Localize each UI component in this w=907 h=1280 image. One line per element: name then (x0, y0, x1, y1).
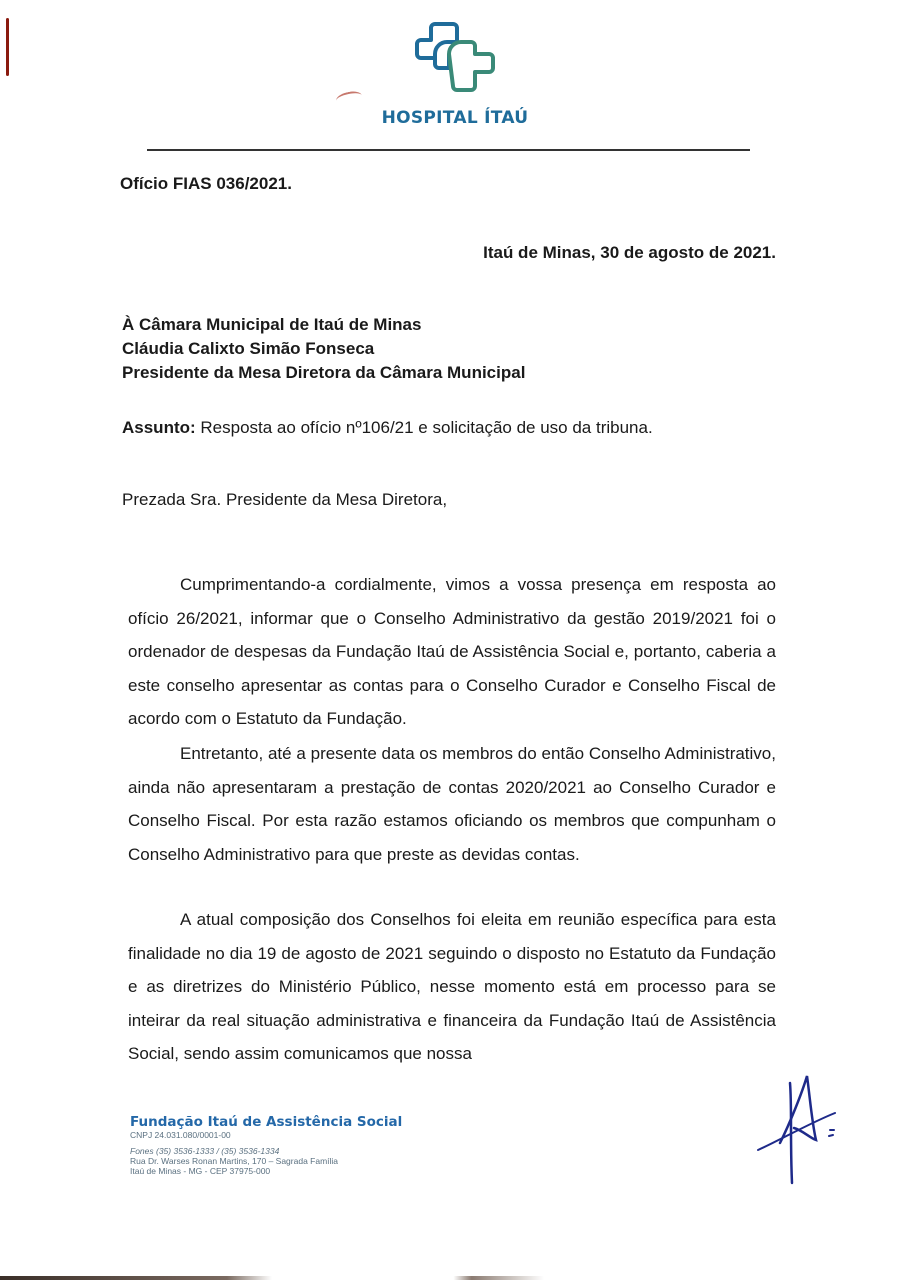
hospital-logo (380, 20, 530, 128)
subject-label: Assunto: (122, 418, 196, 437)
body-paragraph (128, 737, 776, 871)
stray-pen-mark (335, 89, 363, 106)
letterhead-footer (130, 1114, 402, 1176)
addressee-line: Cláudia Calixto Simão Fonseca (122, 339, 375, 358)
addressee-line: À Câmara Municipal de Itaú de Minas (122, 315, 422, 334)
handwritten-signature-icon (750, 1068, 840, 1188)
paragraph-text: Cumprimentando-a cordialmente, vimos a vossa presença em resposta ao ofício 26/2021, informar que o Conselho Administrativo da gestão 2019/2021 foi o ordenador de despesas da Fundação Itaú de Assistência Social e, portanto, caberia a este conselho apresentar as contas para o Conselho Curador e Conselho Fiscal de acordo com o Estatuto da Fundação. (128, 575, 776, 728)
medical-cross-icon (413, 20, 497, 104)
footer-cnpj: CNPJ 24.031.080/0001-00 (130, 1130, 231, 1140)
footer-address-line1: Rua Dr. Warses Ronan Martins, 170 – Sagrada Família (130, 1156, 339, 1166)
subject-line (122, 418, 653, 438)
place-date: Itaú de Minas, 30 de agosto de 2021. (483, 243, 776, 262)
body-paragraph (128, 903, 776, 1071)
paper-bottom-edge (0, 1276, 907, 1280)
footer-organization: Fundação Itaú de Assistência Social (130, 1114, 403, 1130)
letter-reference: Ofício FIAS 036/2021. (120, 174, 292, 193)
subject-text: Resposta ao ofício nº106/21 e solicitação de uso da tribuna. (195, 418, 653, 437)
body-paragraph (128, 568, 776, 736)
addressee-block (122, 313, 525, 385)
signature (750, 1068, 840, 1193)
footer-phones: Fones (35) 3536-1333 / (35) 3536-1334 (130, 1146, 280, 1156)
paper-edge-mark (6, 18, 9, 76)
header-divider (147, 149, 750, 151)
paragraph-text: Entretanto, até a presente data os membros do então Conselho Administrativo, ainda não apresentaram a prestação de contas 2020/2021 ao Conselho Curador e Conselho Fiscal. Por esta razão estamos oficiando os membros que compunham o Conselho Administrativo para que preste as devidas contas. (128, 744, 776, 864)
paragraph-text: A atual composição dos Conselhos foi eleita em reunião específica para esta finalidade no dia 19 de agosto de 2021 seguindo o disposto no Estatuto da Fundação e as diretrizes do Ministério Público, nesse momento está em processo para se inteirar da real situação administrativa e financeira da Fundação Itaú de Assistência Social, sendo assim comunicamos que nossa (128, 910, 776, 1063)
salutation: Prezada Sra. Presidente da Mesa Diretora, (122, 490, 448, 509)
addressee-line: Presidente da Mesa Diretora da Câmara Municipal (122, 363, 526, 382)
logo-text: HOSPITAL ÍTAÚ (381, 108, 529, 128)
footer-address-line2: Itaú de Minas - MG - CEP 37975-000 (130, 1166, 271, 1176)
